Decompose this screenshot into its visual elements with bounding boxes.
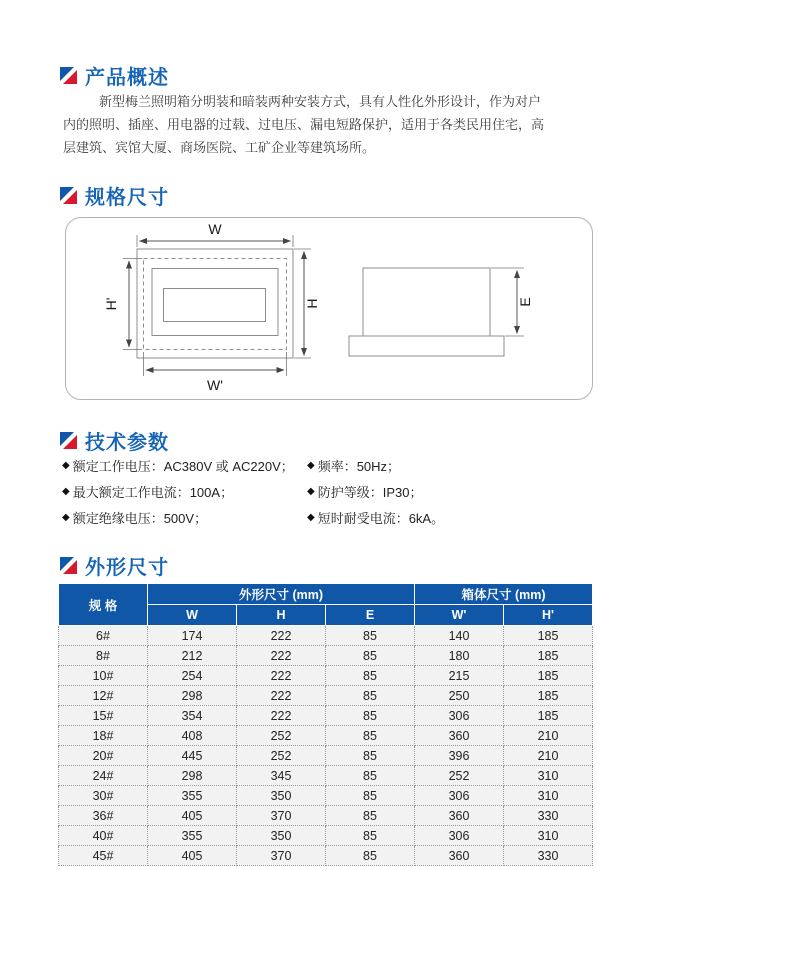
value-cell: 354 <box>148 706 237 726</box>
value-cell: 360 <box>415 846 504 866</box>
diamond-bullet-icon: ◆ <box>307 485 315 497</box>
spec-cell: 40# <box>59 826 148 846</box>
value-cell: 252 <box>237 726 326 746</box>
value-cell: 185 <box>504 646 593 666</box>
column-header-h: H <box>237 605 326 626</box>
value-cell: 140 <box>415 626 504 646</box>
spec-cell: 15# <box>59 706 148 726</box>
value-cell: 306 <box>415 786 504 806</box>
diamond-bullet-icon: ◆ <box>62 511 70 523</box>
section-header-spec-dimensions <box>60 181 169 210</box>
section-header-tech-params <box>60 426 169 455</box>
value-cell: 252 <box>415 766 504 786</box>
value-cell: 85 <box>326 806 415 826</box>
value-cell: 85 <box>326 786 415 806</box>
value-cell: 85 <box>326 726 415 746</box>
value-cell: 345 <box>237 766 326 786</box>
section-title-overview: 产品概述 <box>85 67 169 89</box>
table-row <box>59 646 593 666</box>
value-cell: 85 <box>326 706 415 726</box>
value-cell: 405 <box>148 846 237 866</box>
dimension-diagram-panel <box>65 217 593 400</box>
value-cell: 445 <box>148 746 237 766</box>
value-cell: 310 <box>504 766 593 786</box>
section-marker-icon <box>60 557 77 574</box>
spec-cell: 36# <box>59 806 148 826</box>
value-cell: 185 <box>504 686 593 706</box>
value-cell: 355 <box>148 826 237 846</box>
dimension-label-h: H <box>304 298 320 309</box>
section-title-spec-dimensions: 规格尺寸 <box>85 187 169 209</box>
outline-table-body <box>59 626 593 866</box>
spec-cell: 12# <box>59 686 148 706</box>
section-title-tech-params: 技术参数 <box>85 432 169 454</box>
value-cell: 85 <box>326 626 415 646</box>
value-cell: 252 <box>237 746 326 766</box>
value-cell: 85 <box>326 746 415 766</box>
value-cell: 222 <box>237 666 326 686</box>
value-cell: 408 <box>148 726 237 746</box>
side-view-drawing <box>349 268 533 356</box>
tech-params-left-column <box>62 452 294 530</box>
value-cell: 85 <box>326 646 415 666</box>
spec-cell: 8# <box>59 646 148 666</box>
spec-cell: 18# <box>59 726 148 746</box>
section-header-overview <box>60 61 169 90</box>
value-cell: 85 <box>326 826 415 846</box>
section-marker-icon <box>60 187 77 204</box>
section-header-outline-dimensions <box>60 551 169 580</box>
value-cell: 185 <box>504 706 593 726</box>
value-cell: 222 <box>237 706 326 726</box>
dimension-label-e: E <box>517 297 533 307</box>
param-text: 防护等级：IP30； <box>317 484 423 500</box>
param-item <box>307 504 444 530</box>
table-row <box>59 706 593 726</box>
value-cell: 298 <box>148 686 237 706</box>
dimension-label-h-prime: H' <box>103 297 119 311</box>
table-row <box>59 746 593 766</box>
spec-cell: 45# <box>59 846 148 866</box>
param-text: 短时耐受电流：6kA。 <box>317 510 445 526</box>
value-cell: 306 <box>415 706 504 726</box>
dimension-diagram <box>66 218 592 399</box>
value-cell: 298 <box>148 766 237 786</box>
section-marker-icon <box>60 432 77 449</box>
value-cell: 85 <box>326 846 415 866</box>
param-item <box>62 478 294 504</box>
value-cell: 222 <box>237 686 326 706</box>
outline-dimensions-table <box>58 583 593 866</box>
value-cell: 174 <box>148 626 237 646</box>
value-cell: 370 <box>237 846 326 866</box>
spec-cell: 10# <box>59 666 148 686</box>
table-row <box>59 686 593 706</box>
table-row <box>59 786 593 806</box>
spec-cell: 20# <box>59 746 148 766</box>
column-header-w-prime: W' <box>415 605 504 626</box>
value-cell: 254 <box>148 666 237 686</box>
param-text: 额定绝缘电压：500V； <box>72 510 208 526</box>
table-row <box>59 806 593 826</box>
dimension-label-w-prime: W' <box>207 377 223 393</box>
column-header-w: W <box>148 605 237 626</box>
tech-params-right-column <box>307 452 444 530</box>
spec-cell: 30# <box>59 786 148 806</box>
value-cell: 396 <box>415 746 504 766</box>
diamond-bullet-icon: ◆ <box>62 485 70 497</box>
value-cell: 222 <box>237 626 326 646</box>
column-header-e: E <box>326 605 415 626</box>
box-size-group-header: 箱体尺寸 (mm) <box>415 584 593 605</box>
table-row <box>59 846 593 866</box>
value-cell: 370 <box>237 806 326 826</box>
value-cell: 185 <box>504 666 593 686</box>
value-cell: 210 <box>504 726 593 746</box>
param-text: 频率：50Hz； <box>317 458 401 474</box>
value-cell: 250 <box>415 686 504 706</box>
section-marker-icon <box>60 67 77 84</box>
outline-table-header <box>59 584 593 626</box>
value-cell: 180 <box>415 646 504 666</box>
value-cell: 330 <box>504 846 593 866</box>
table-row <box>59 766 593 786</box>
overview-paragraph: 新型梅兰照明箱分明装和暗装两种安装方式，具有人性化外形设计，作为对户内的照明、插座、用电器的过载、过电压、漏电短路保护，适用于各类民用住宅，高层建筑、宾馆大厦、商场医院、工矿企业等建筑场所。 <box>63 94 545 155</box>
value-cell: 360 <box>415 726 504 746</box>
column-header-h-prime: H' <box>504 605 593 626</box>
param-text: 最大额定工作电流：100A； <box>72 484 234 500</box>
value-cell: 330 <box>504 806 593 826</box>
param-item <box>62 504 294 530</box>
value-cell: 306 <box>415 826 504 846</box>
param-item <box>62 452 294 478</box>
value-cell: 215 <box>415 666 504 686</box>
value-cell: 85 <box>326 666 415 686</box>
spec-cell: 24# <box>59 766 148 786</box>
value-cell: 360 <box>415 806 504 826</box>
value-cell: 210 <box>504 746 593 766</box>
spec-cell: 6# <box>59 626 148 646</box>
value-cell: 85 <box>326 766 415 786</box>
param-item <box>307 478 444 504</box>
dimension-label-w: W <box>208 221 222 237</box>
value-cell: 310 <box>504 786 593 806</box>
table-row <box>59 626 593 646</box>
value-cell: 405 <box>148 806 237 826</box>
value-cell: 85 <box>326 686 415 706</box>
table-row <box>59 826 593 846</box>
value-cell: 212 <box>148 646 237 666</box>
diamond-bullet-icon: ◆ <box>307 511 315 523</box>
outline-size-group-header: 外形尺寸 (mm) <box>148 584 415 605</box>
value-cell: 350 <box>237 826 326 846</box>
spec-column-header: 规 格 <box>59 584 148 626</box>
table-row <box>59 726 593 746</box>
value-cell: 185 <box>504 626 593 646</box>
value-cell: 310 <box>504 826 593 846</box>
param-text: 额定工作电压：AC380V 或 AC220V； <box>72 458 294 474</box>
section-title-outline-dimensions: 外形尺寸 <box>85 557 169 579</box>
table-row <box>59 666 593 686</box>
diamond-bullet-icon: ◆ <box>62 459 70 471</box>
value-cell: 222 <box>237 646 326 666</box>
param-item <box>307 452 444 478</box>
value-cell: 355 <box>148 786 237 806</box>
value-cell: 350 <box>237 786 326 806</box>
front-view-drawing <box>103 221 320 393</box>
diamond-bullet-icon: ◆ <box>307 459 315 471</box>
